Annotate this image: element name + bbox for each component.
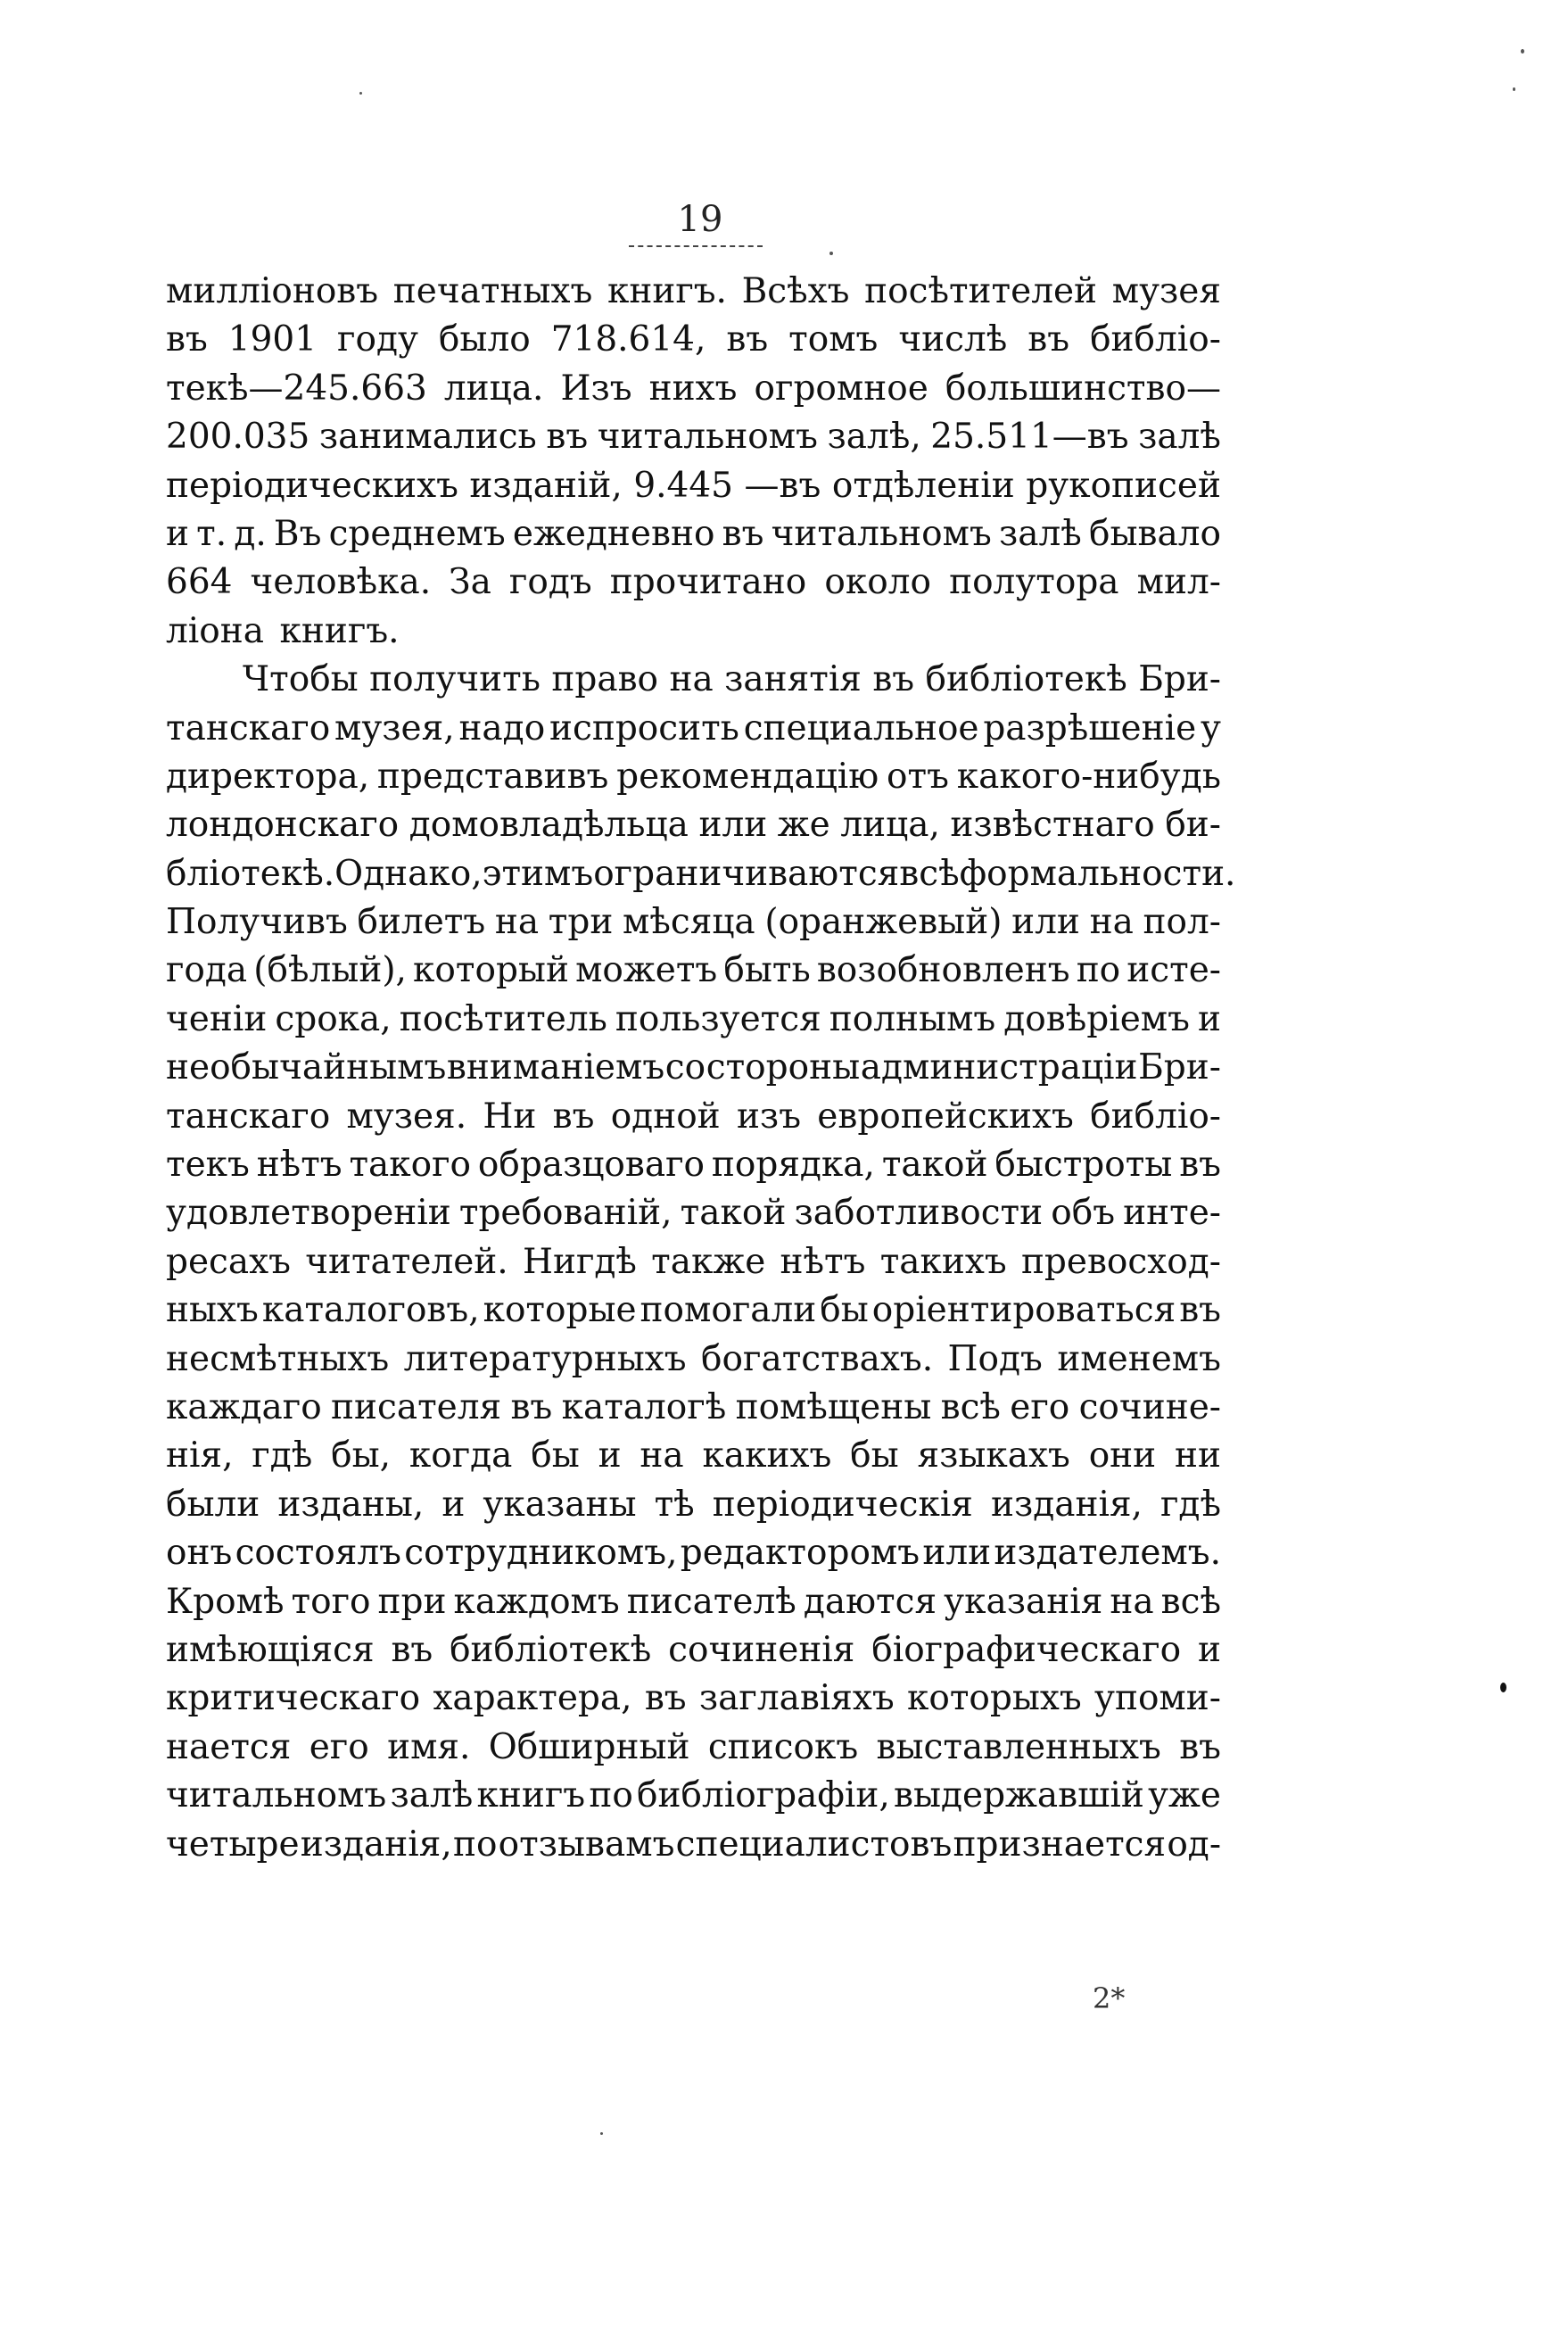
text-line <box>166 1432 1221 1480</box>
word: специалистовъ <box>675 1824 953 1865</box>
word: посѣтитель <box>399 998 607 1039</box>
word: въ <box>644 1678 687 1719</box>
word: необычайнымъ <box>166 1047 447 1088</box>
word: испросить <box>549 707 739 749</box>
word: же <box>777 805 830 846</box>
word: ныхъ <box>166 1290 259 1331</box>
word: библiотекѣ <box>925 659 1127 700</box>
word: его <box>309 1726 369 1767</box>
word: выдержавшiй <box>894 1775 1144 1816</box>
word: домовладѣльца <box>409 805 689 846</box>
text-line <box>166 462 1221 510</box>
word: въ <box>872 659 915 700</box>
paper-speck <box>600 2132 603 2135</box>
word: сочиненiя <box>668 1629 855 1670</box>
text-line <box>166 1675 1221 1723</box>
word: тѣ <box>654 1484 695 1525</box>
text-line <box>166 1626 1221 1675</box>
text-line <box>166 850 1236 898</box>
word: въ <box>391 1629 433 1670</box>
text-line <box>166 510 1221 558</box>
word: специальное <box>743 707 979 749</box>
word: на <box>494 902 540 943</box>
word: въ <box>1179 1290 1221 1331</box>
text-line <box>166 1286 1221 1335</box>
word: возобновленъ <box>816 950 1070 991</box>
word: залѣ <box>390 1775 474 1816</box>
word: танскаго <box>166 707 331 749</box>
word: занятiя <box>724 659 862 700</box>
word: нѣтъ <box>780 1241 866 1282</box>
word: блiотекѣ. <box>166 853 335 894</box>
word: при <box>377 1581 447 1622</box>
word: по <box>589 1775 633 1816</box>
word: такихъ <box>879 1241 1007 1282</box>
word: Всѣхъ <box>741 271 850 311</box>
word: (бѣлый), <box>253 950 407 991</box>
text-line <box>166 996 1221 1044</box>
word: издателемъ. <box>994 1533 1221 1574</box>
word: въ <box>1179 1145 1221 1186</box>
text-line <box>166 268 1221 316</box>
text-line <box>166 608 1221 656</box>
word: Чтобы <box>243 659 359 700</box>
word: посѣтителей <box>864 271 1098 311</box>
word: каждаго <box>166 1386 322 1427</box>
word: музея. <box>346 1096 467 1137</box>
word: въ <box>722 513 764 554</box>
word: критическаго <box>166 1678 421 1719</box>
text-line <box>166 365 1221 413</box>
word: которыхъ <box>907 1678 1082 1719</box>
word: текѣ—245.663 <box>166 368 427 409</box>
word: быть <box>723 950 811 991</box>
word: 9.445 <box>633 465 733 506</box>
word: надо <box>458 707 546 749</box>
text-line <box>166 1384 1221 1432</box>
word: которые <box>483 1290 637 1331</box>
word: помѣщены <box>735 1386 932 1427</box>
text-line <box>166 1141 1221 1189</box>
word: ни <box>1174 1435 1221 1476</box>
word: или <box>698 805 768 846</box>
page-number: 19 <box>677 199 723 240</box>
word: превосход- <box>1020 1241 1221 1282</box>
word: бы <box>531 1435 580 1476</box>
word: упоми- <box>1094 1678 1221 1719</box>
text-line <box>166 413 1221 461</box>
word: всѣ <box>1160 1581 1221 1622</box>
word: въ <box>166 319 208 360</box>
word: Обширный <box>488 1726 690 1767</box>
word: года <box>166 950 248 991</box>
word: библiо- <box>1090 1096 1221 1137</box>
word: выставленныхъ <box>876 1726 1161 1767</box>
word: т. <box>196 513 227 554</box>
word: текъ <box>166 1145 250 1186</box>
word: би- <box>1165 805 1221 846</box>
word: директора, <box>166 756 370 797</box>
word: Получивъ <box>166 902 348 943</box>
text-line <box>166 753 1221 801</box>
word: который <box>413 950 569 991</box>
word: быстроты <box>994 1145 1173 1186</box>
word: залѣ <box>1138 417 1221 458</box>
word: исте- <box>1126 950 1221 991</box>
word: литературныхъ <box>403 1338 687 1379</box>
word: на <box>1110 1581 1154 1622</box>
word: (оранжевый) <box>764 902 1003 943</box>
text-line <box>166 1578 1221 1626</box>
word: занимались <box>318 417 537 458</box>
word: изъ <box>736 1096 802 1137</box>
word: изданiя, <box>300 1824 452 1865</box>
word: и <box>166 513 189 554</box>
word: нѣтъ <box>256 1145 342 1186</box>
word: гдѣ <box>252 1435 313 1476</box>
word: представивъ <box>376 756 609 797</box>
word: въ <box>552 1096 595 1137</box>
word: можетъ <box>575 950 718 991</box>
word: европейскихъ <box>817 1096 1074 1137</box>
word: разрѣшенiе <box>983 707 1197 749</box>
word: каталогѣ <box>561 1386 727 1427</box>
word: на <box>640 1435 684 1476</box>
word: человѣка. <box>250 562 432 603</box>
word: залѣ <box>998 513 1082 554</box>
word: несмѣтныхъ <box>166 1338 390 1379</box>
word: Бри- <box>1138 659 1221 700</box>
word: году <box>337 319 418 360</box>
text-line <box>166 801 1221 849</box>
word: ченiи <box>166 998 268 1039</box>
word: какого-нибудь <box>956 756 1221 797</box>
word: въ <box>546 417 589 458</box>
word: За <box>449 562 491 603</box>
word: полнымъ <box>829 998 996 1039</box>
word: три <box>548 902 614 943</box>
text-line <box>166 947 1221 995</box>
text-line <box>166 558 1221 607</box>
paper-speck <box>1521 49 1524 54</box>
word: въ <box>1027 319 1070 360</box>
word: какихъ <box>702 1435 832 1476</box>
word: также <box>651 1241 766 1282</box>
word: и <box>1197 1629 1221 1670</box>
word: состоялъ <box>235 1533 401 1574</box>
word: ресахъ <box>166 1241 291 1282</box>
word: того <box>291 1581 371 1622</box>
word: признается <box>953 1824 1167 1865</box>
word: указаны <box>483 1484 637 1525</box>
word: годъ <box>508 562 592 603</box>
word: имѣющiяся <box>166 1629 375 1670</box>
word: читальномъ <box>597 417 818 458</box>
word: Однако, <box>334 853 483 894</box>
word: было <box>438 319 531 360</box>
word: право <box>551 659 659 700</box>
word: читателей. <box>305 1241 508 1282</box>
word: удовлетворенiи <box>166 1193 451 1234</box>
word: д. <box>234 513 267 554</box>
word: заботливости <box>794 1193 1044 1234</box>
word: бы <box>820 1290 869 1331</box>
word: сотрудникомъ, <box>404 1533 678 1574</box>
word: Кромѣ <box>166 1581 285 1622</box>
word: печатныхъ <box>392 271 593 311</box>
word: уже <box>1148 1775 1221 1816</box>
word: порядка, <box>711 1145 875 1186</box>
word: списокъ <box>707 1726 859 1767</box>
word: въ <box>726 319 769 360</box>
word: этимъ <box>482 853 594 894</box>
word: 200.035 <box>166 417 310 458</box>
word: образцоваго <box>477 1145 706 1186</box>
word: требованiй, <box>458 1193 673 1234</box>
header-rule <box>629 245 763 247</box>
word: огромное <box>754 368 928 409</box>
word: отдѣленiи <box>831 465 1015 506</box>
word: читальномъ <box>771 513 992 554</box>
word: мил- <box>1136 562 1221 603</box>
word: рекомендацiю <box>616 756 879 797</box>
word: Нигдѣ <box>522 1241 637 1282</box>
word: лондонскаго <box>166 805 400 846</box>
word: пользуется <box>615 998 821 1039</box>
word: по <box>452 1824 498 1865</box>
text-line <box>166 1821 1221 1869</box>
word: всѣ <box>940 1386 1001 1427</box>
word: и <box>442 1484 466 1525</box>
paper-speck <box>829 252 833 255</box>
text-line <box>166 1336 1221 1384</box>
word: были <box>166 1484 260 1525</box>
word: библiографiи, <box>637 1775 890 1816</box>
word: на <box>669 659 714 700</box>
word: вниманiемъ <box>446 1047 665 1088</box>
paper-speck <box>359 92 362 95</box>
word: лiона <box>166 610 264 651</box>
text-line <box>166 656 1221 704</box>
word: такой <box>881 1145 988 1186</box>
word: извѣстнаго <box>950 805 1155 846</box>
word: Изъ <box>560 368 632 409</box>
word: редакторомъ <box>680 1533 920 1574</box>
word: залѣ, <box>827 417 921 458</box>
word: онъ <box>166 1533 233 1574</box>
word: четыре <box>166 1824 300 1865</box>
word: среднемъ <box>328 513 506 554</box>
word: читальномъ <box>166 1775 387 1816</box>
text-line <box>166 316 1221 364</box>
word: такого <box>349 1145 472 1186</box>
word: большинство— <box>945 368 1221 409</box>
text-line <box>166 1481 1221 1529</box>
word: одной <box>610 1096 721 1137</box>
word: мѣсяца <box>623 902 755 943</box>
word: они <box>1088 1435 1157 1476</box>
word: 1901 <box>227 319 318 360</box>
word: лица. <box>443 368 544 409</box>
word: Бри- <box>1138 1047 1221 1088</box>
word: довѣрiемъ <box>1003 998 1190 1039</box>
word: или <box>1011 902 1080 943</box>
word: писателя <box>331 1386 502 1427</box>
word: числѣ <box>898 319 1008 360</box>
body-text <box>166 268 1236 1869</box>
text-line <box>166 1238 1221 1286</box>
word: сочине- <box>1078 1386 1221 1427</box>
word: 25.511—въ <box>930 417 1129 458</box>
word: перiодическихъ <box>166 465 458 506</box>
word: объ <box>1051 1193 1116 1234</box>
word: од- <box>1167 1824 1221 1865</box>
word: именемъ <box>1057 1338 1221 1379</box>
word: изданы, <box>277 1484 425 1525</box>
word: нается <box>166 1726 292 1767</box>
word: характера, <box>433 1678 632 1719</box>
text-line <box>166 1772 1221 1820</box>
word: и <box>1197 998 1221 1039</box>
word: и <box>598 1435 622 1476</box>
word: книгъ <box>476 1775 586 1816</box>
text-line <box>166 898 1221 947</box>
paper-speck <box>1513 87 1515 91</box>
word: заглавiяхъ <box>698 1678 895 1719</box>
word: отзывамъ <box>498 1824 675 1865</box>
word: лица, <box>840 805 940 846</box>
word: бы, <box>331 1435 392 1476</box>
word: около <box>824 562 931 603</box>
word: когда <box>409 1435 513 1476</box>
word: Ни <box>483 1096 537 1137</box>
word: администрацiи <box>860 1047 1138 1088</box>
word: имя. <box>387 1726 471 1767</box>
word: языкахъ <box>917 1435 1070 1476</box>
word: богатствахъ. <box>701 1338 934 1379</box>
text-line <box>166 705 1221 753</box>
word: музея, <box>334 707 455 749</box>
text-line <box>166 1724 1221 1772</box>
word: ограничиваются <box>593 853 900 894</box>
word: такой <box>680 1193 787 1234</box>
word: 718.614, <box>550 319 706 360</box>
word: библiо- <box>1090 319 1221 360</box>
word: миллiоновъ <box>166 271 379 311</box>
word: книгъ. <box>607 271 727 311</box>
word: у <box>1200 707 1221 749</box>
text-line <box>166 1529 1221 1577</box>
word: 664 <box>166 562 233 603</box>
word: музея <box>1111 271 1221 311</box>
word: прочитано <box>609 562 807 603</box>
word: срока, <box>275 998 392 1039</box>
word: даются <box>803 1581 937 1622</box>
word: билетъ <box>357 902 486 943</box>
word: каталоговъ, <box>261 1290 480 1331</box>
word: помогали <box>640 1290 817 1331</box>
word: ежедневно <box>512 513 715 554</box>
word: томъ <box>788 319 879 360</box>
signature-mark: 2* <box>1093 1981 1126 2015</box>
word: Въ <box>273 513 322 554</box>
word: Подъ <box>947 1338 1043 1379</box>
word: перiодическiя <box>712 1484 973 1525</box>
word: всѣ <box>899 853 960 894</box>
word: нiя, <box>166 1435 234 1476</box>
text-line <box>166 1044 1221 1092</box>
word: бывало <box>1088 513 1221 554</box>
word: нихъ <box>648 368 738 409</box>
word: танскаго <box>166 1096 331 1137</box>
word: въ <box>510 1386 553 1427</box>
word: рукописей <box>1026 465 1221 506</box>
word: —въ <box>744 465 821 506</box>
word: полутора <box>949 562 1119 603</box>
word: формальности. <box>959 853 1236 894</box>
word: изданiй, <box>469 465 623 506</box>
word: на <box>1089 902 1134 943</box>
word: бiографическаго <box>871 1629 1182 1670</box>
word: книгъ. <box>279 610 400 651</box>
word: бы <box>850 1435 899 1476</box>
word: со <box>664 1047 706 1088</box>
word: пол- <box>1143 902 1221 943</box>
word: инте- <box>1123 1193 1221 1234</box>
word: указанiя <box>944 1581 1103 1622</box>
word: въ <box>1179 1726 1221 1767</box>
word: библiотекѣ <box>450 1629 652 1670</box>
word: орiентироваться <box>871 1290 1176 1331</box>
word: каждомъ <box>453 1581 620 1622</box>
word: гдѣ <box>1160 1484 1221 1525</box>
word: писателѣ <box>626 1581 796 1622</box>
word: по <box>1076 950 1121 991</box>
text-line <box>166 1189 1221 1237</box>
text-line <box>166 1093 1221 1141</box>
word: его <box>1010 1386 1070 1427</box>
word: получить <box>369 659 541 700</box>
margin-dot <box>1500 1683 1506 1692</box>
word: отъ <box>887 756 949 797</box>
word: изданiя, <box>990 1484 1143 1525</box>
word: или <box>922 1533 992 1574</box>
word: стороны <box>706 1047 861 1088</box>
